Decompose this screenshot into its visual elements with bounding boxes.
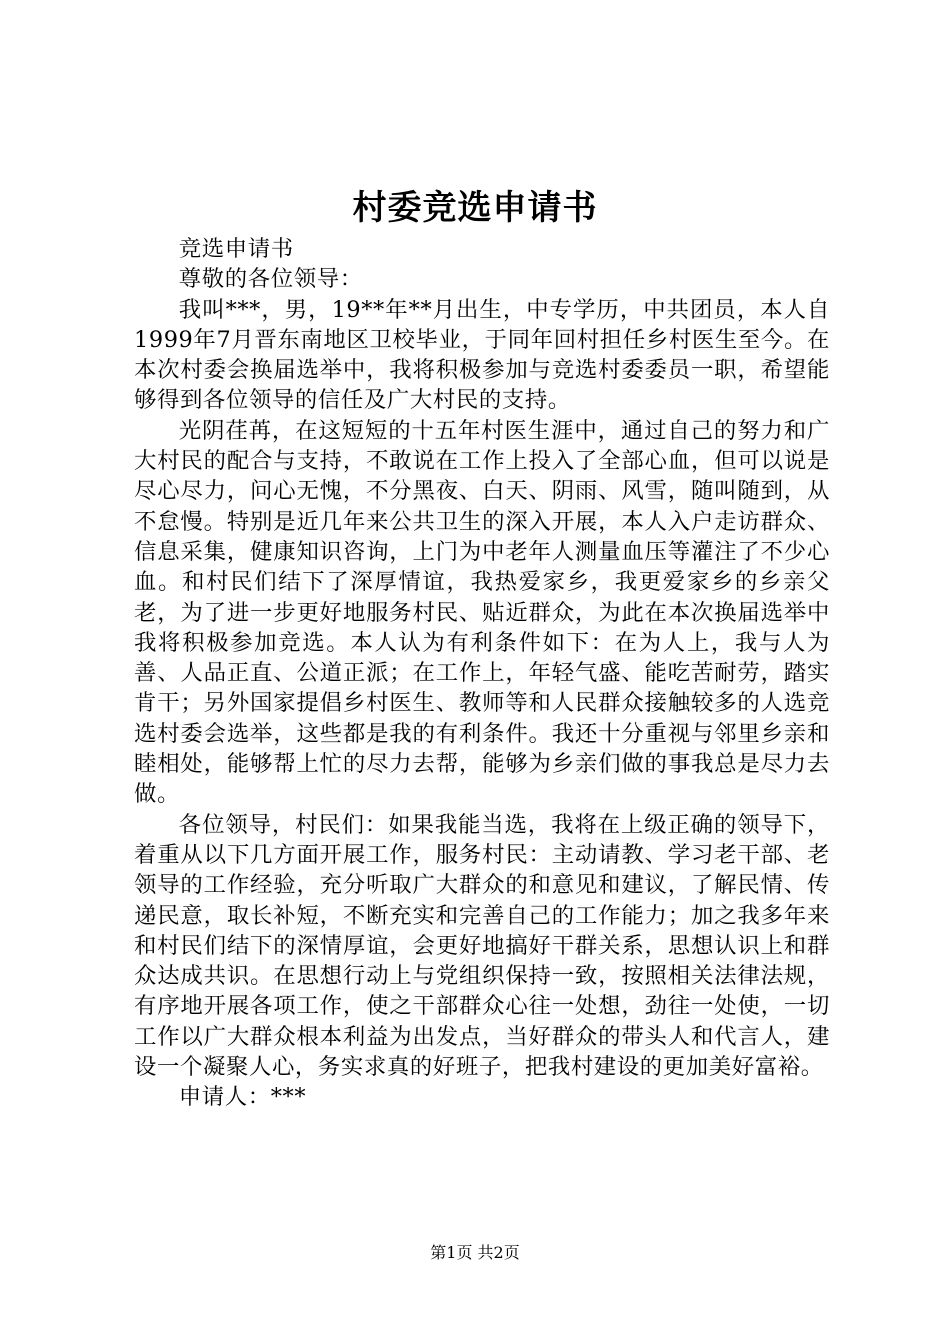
paragraph-applicant: 申请人：*** [178,1084,307,1111]
document-title: 村委竞选申请书 [352,188,598,228]
paragraph-salutation: 尊敬的各位领导： [178,266,363,293]
paragraph-heading: 竞选申请书 [178,236,294,262]
paragraph-introduction: 我叫***，男，19**年**月出生，中专学历，中共团员，本人自1999年7月晋东南地区卫校毕业，于同年回村担任乡村医生至今。在本次村委会换届选举中，我将积极参加与竞选村委委员一职，希望能够得到各位领导的信任及广大村民的支持。 [134,296,830,414]
document-body [134,234,830,1113]
page-number-footer: 第1页 共2页 [430,1243,520,1262]
paragraph-commitment: 各位领导，村民们：如果我能当选，我将在上级正确的领导下，着重从以下几方面开展工作，服务村民：主动请教、学习老干部、老领导的工作经验，充分听取广大群众的和意见和建议，了解民情、传递民意，取长补短，不断充实和完善自己的工作能力；加之我多年来和村民们结下的深情厚谊，会更好地搞好干群关系，思想认识上和群众达成共识。在思想行动上与党组织保持一致，按照相关法律法规，有序地开展各项工作，使之干部群众心往一处想，劲往一处使，一切工作以广大群众根本利益为出发点，当好群众的带头人和代言人，建设一个凝聚人心，务实求真的好班子，把我村建设的更加美好富裕。 [134,811,830,1081]
paragraph-experience: 光阴荏苒，在这短短的十五年村医生涯中，通过自己的努力和广大村民的配合与支持，不敢说在工作上投入了全部心血，但可以说是尽心尽力，问心无愧，不分黑夜、白天、阴雨、风雪，随叫随到，从不怠慢。特别是近几年来公共卫生的深入开展，本人入户走访群众、信息采集，健康知识咨询，上门为中老年人测量血压等灌注了不少心血。和村民们结下了深厚情谊，我热爱家乡，我更爱家乡的乡亲父老，为了进一步更好地服务村民、贴近群众，为此在本次换届选举中我将积极参加竞选。本人认为有利条件如下：在为人上，我与人为善、人品正直、公道正派；在工作上，年轻气盛、能吃苦耐劳，踏实肯干；另外国家提倡乡村医生、教师等和人民群众接触较多的人选竞选村委会选举，这些都是我的有利条件。我还十分重视与邻里乡亲和睦相处，能够帮上忙的尽力去帮，能够为乡亲们做的事我总是尽力去做。 [134,417,830,808]
